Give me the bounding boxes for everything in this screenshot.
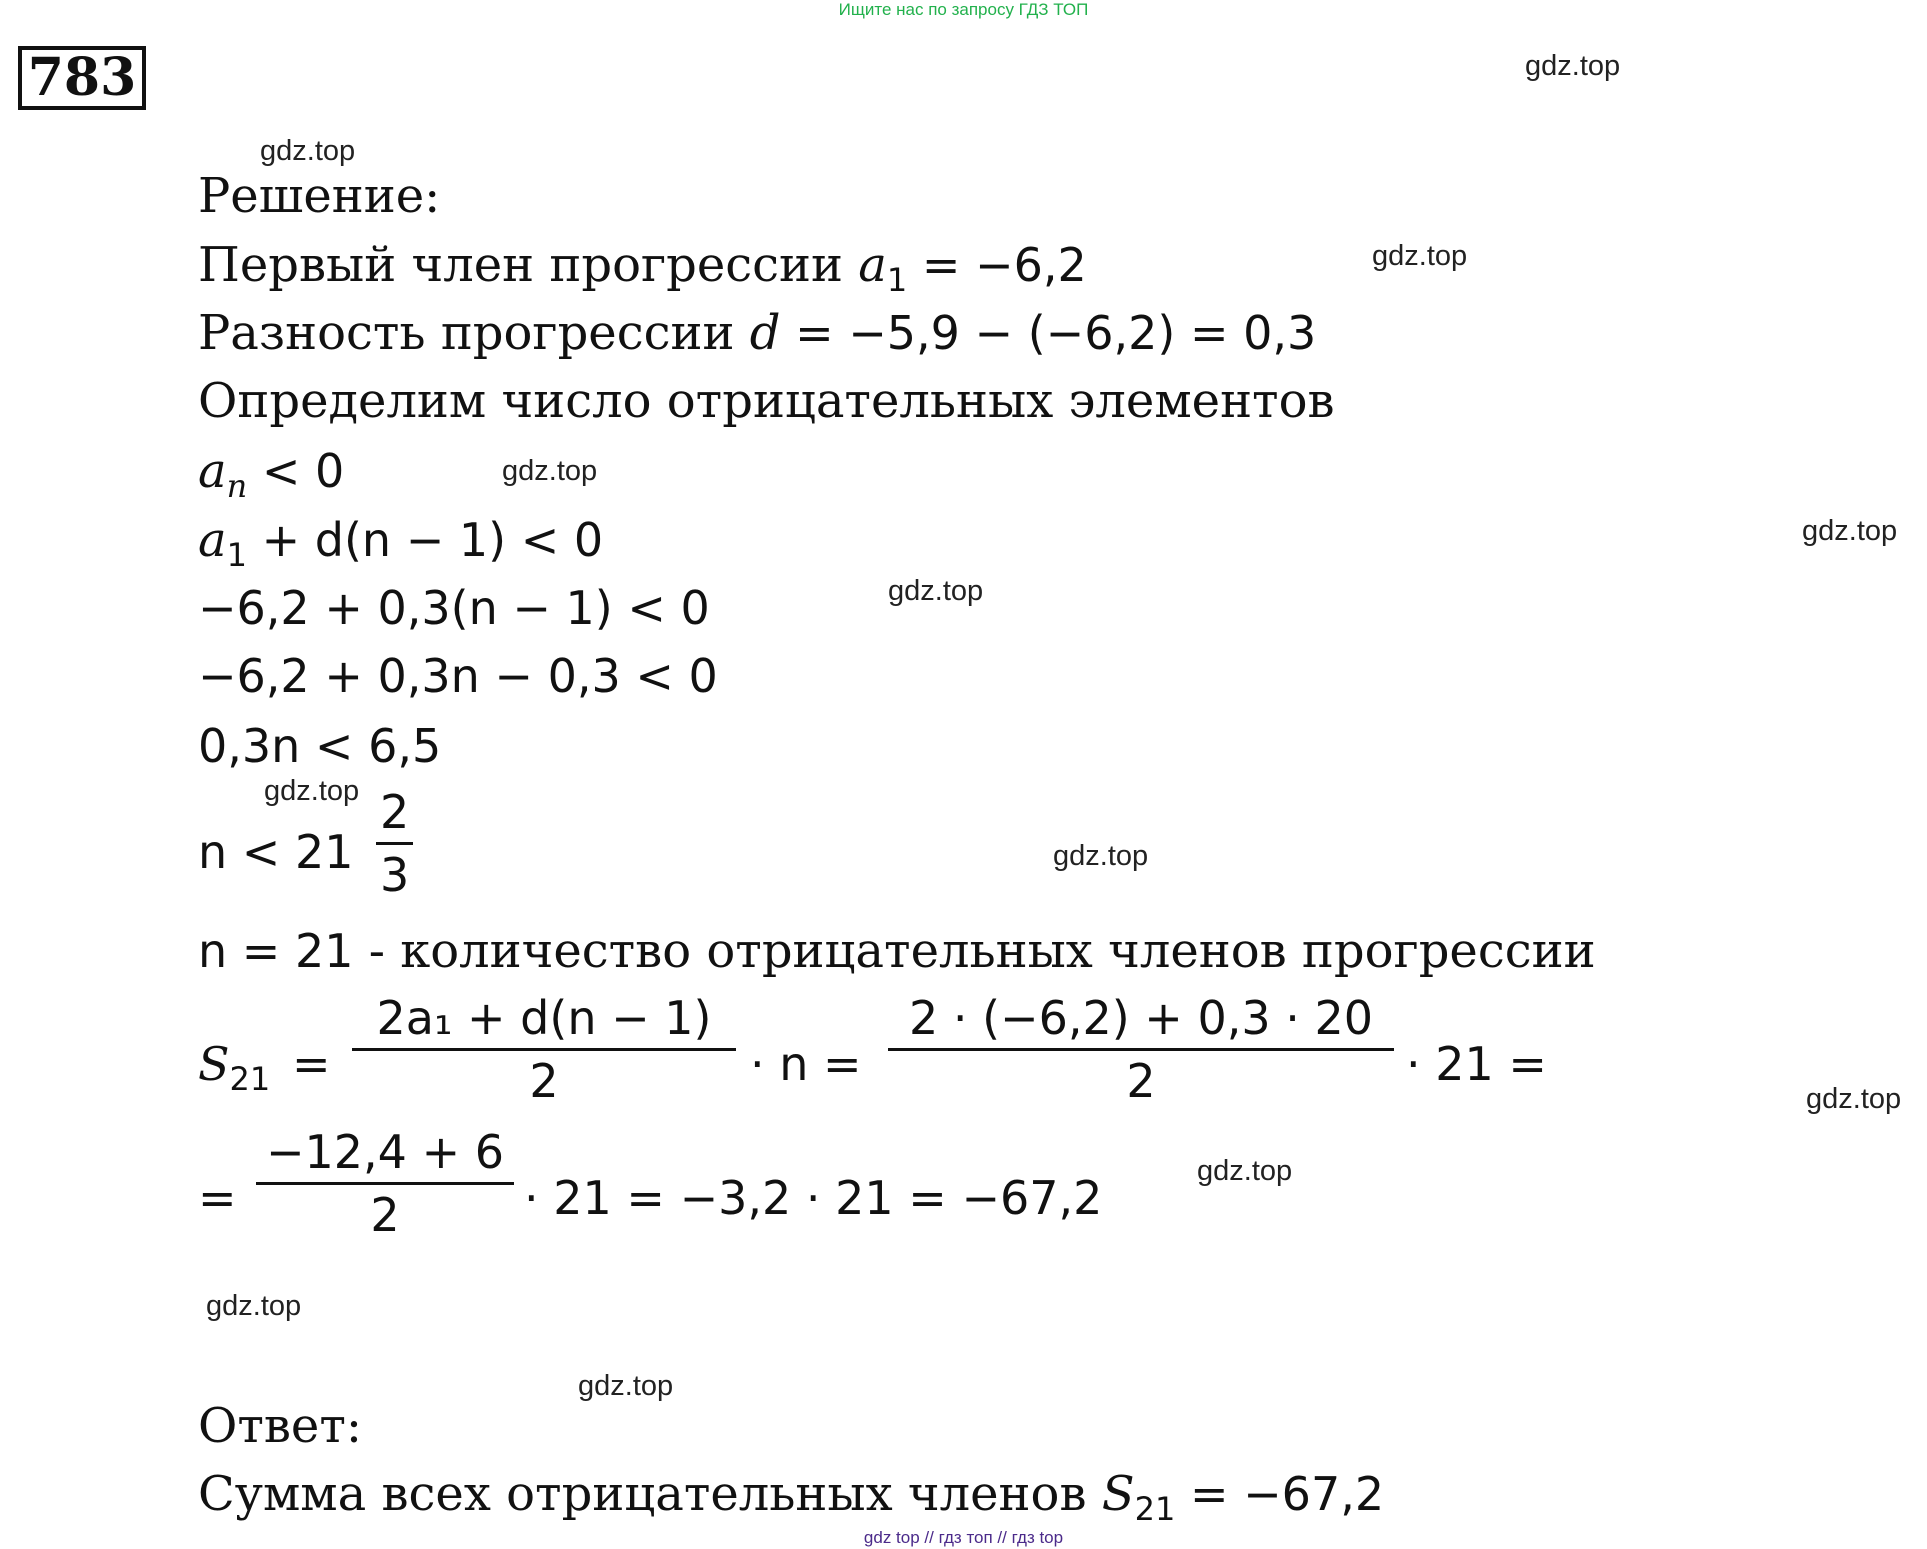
difference-value: = −5,9 − (−6,2) = 0,3 bbox=[780, 306, 1317, 360]
answer-text: Сумма всех отрицательных членов bbox=[198, 1466, 1102, 1522]
sum2-fraction bbox=[256, 1122, 514, 1245]
watermark: gdz.top bbox=[1806, 1083, 1902, 1115]
top-banner[interactable]: Ищите нас по запросу ГДЗ ТОП bbox=[838, 0, 1089, 19]
inequality-6-left: n < 21 bbox=[198, 825, 354, 879]
inequality-1 bbox=[198, 441, 344, 516]
sum2-tail: · 21 = −3,2 · 21 = −67,2 bbox=[524, 1171, 1103, 1225]
inequality-2-rest: + d(n − 1) < 0 bbox=[246, 513, 604, 567]
sum-lhs bbox=[198, 1034, 270, 1109]
result-var: n = 21 bbox=[198, 924, 354, 978]
inequality-6-fraction bbox=[376, 782, 413, 905]
difference-text: Разность прогрессии bbox=[198, 305, 750, 361]
watermark: gdz.top bbox=[1372, 240, 1468, 272]
watermark: gdz.top bbox=[1053, 840, 1149, 872]
sum-sub: 21 bbox=[229, 1060, 271, 1098]
first-term-text: Первый член прогрессии bbox=[198, 237, 859, 293]
answer-var: S bbox=[1101, 1466, 1135, 1522]
sum-fraction-1-denominator: 2 bbox=[529, 1054, 559, 1108]
inequality-1-rest: < 0 bbox=[247, 444, 345, 498]
watermark: gdz.top bbox=[1197, 1155, 1293, 1187]
watermark: gdz.top bbox=[264, 775, 360, 807]
watermark: gdz.top bbox=[578, 1370, 674, 1402]
watermark: gdz.top bbox=[888, 575, 984, 607]
sum-equals: = bbox=[292, 1037, 331, 1091]
answer-heading: Ответ: bbox=[198, 1398, 363, 1454]
inequality-4: −6,2 + 0,3n − 0,3 < 0 bbox=[198, 649, 718, 703]
first-term-line bbox=[198, 235, 1087, 310]
sum-fraction-1 bbox=[352, 988, 736, 1111]
solution-heading: Решение: bbox=[198, 168, 441, 224]
watermark: gdz.top bbox=[206, 1290, 302, 1322]
sum-tail: · 21 = bbox=[1406, 1037, 1547, 1091]
footer-links[interactable]: gdz top // гдз топ // гдз top bbox=[863, 1528, 1064, 1547]
watermark: gdz.top bbox=[1802, 515, 1898, 547]
watermark: gdz.top bbox=[260, 135, 356, 167]
sum-fraction-2-denominator: 2 bbox=[1126, 1054, 1156, 1108]
sum-fraction-1-numerator: 2a₁ + d(n − 1) bbox=[376, 991, 712, 1045]
answer-sub: 21 bbox=[1134, 1490, 1176, 1528]
sum2-fraction-numerator: −12,4 + 6 bbox=[265, 1125, 505, 1179]
sum-fraction-2 bbox=[888, 988, 1394, 1111]
problem-number: 783 bbox=[18, 46, 146, 110]
sum-var: S bbox=[198, 1037, 230, 1091]
inequality-2 bbox=[198, 510, 603, 585]
inequality-3: −6,2 + 0,3(n − 1) < 0 bbox=[198, 581, 710, 635]
fraction-numerator: 2 bbox=[380, 785, 410, 839]
first-term-value: = −6,2 bbox=[907, 238, 1087, 292]
fraction-denominator: 3 bbox=[380, 848, 410, 902]
sum-fraction-2-numerator: 2 · (−6,2) + 0,3 · 20 bbox=[908, 991, 1374, 1045]
watermark: gdz.top bbox=[1525, 50, 1621, 82]
difference-var: d bbox=[749, 305, 781, 361]
result-text: - количество отрицательных членов прогрессии bbox=[353, 923, 1596, 979]
sum2-fraction-denominator: 2 bbox=[370, 1188, 400, 1242]
inequality-2-sub: 1 bbox=[226, 536, 247, 574]
first-term-var: a bbox=[858, 237, 887, 293]
inequality-2-var: a bbox=[198, 512, 227, 568]
inequality-1-var: a bbox=[198, 443, 227, 499]
first-term-sub: 1 bbox=[886, 261, 908, 299]
difference-line bbox=[198, 303, 1316, 363]
result-line bbox=[198, 921, 1596, 981]
count-text: Определим число отрицательных элементов bbox=[198, 373, 1335, 429]
watermark: gdz.top bbox=[502, 455, 598, 487]
inequality-5: 0,3n < 6,5 bbox=[198, 719, 442, 773]
sum-mid: · n = bbox=[750, 1037, 862, 1091]
inequality-1-sub: n bbox=[226, 467, 248, 505]
answer-value: = −67,2 bbox=[1175, 1467, 1385, 1521]
sum2-equals: = bbox=[198, 1171, 237, 1225]
